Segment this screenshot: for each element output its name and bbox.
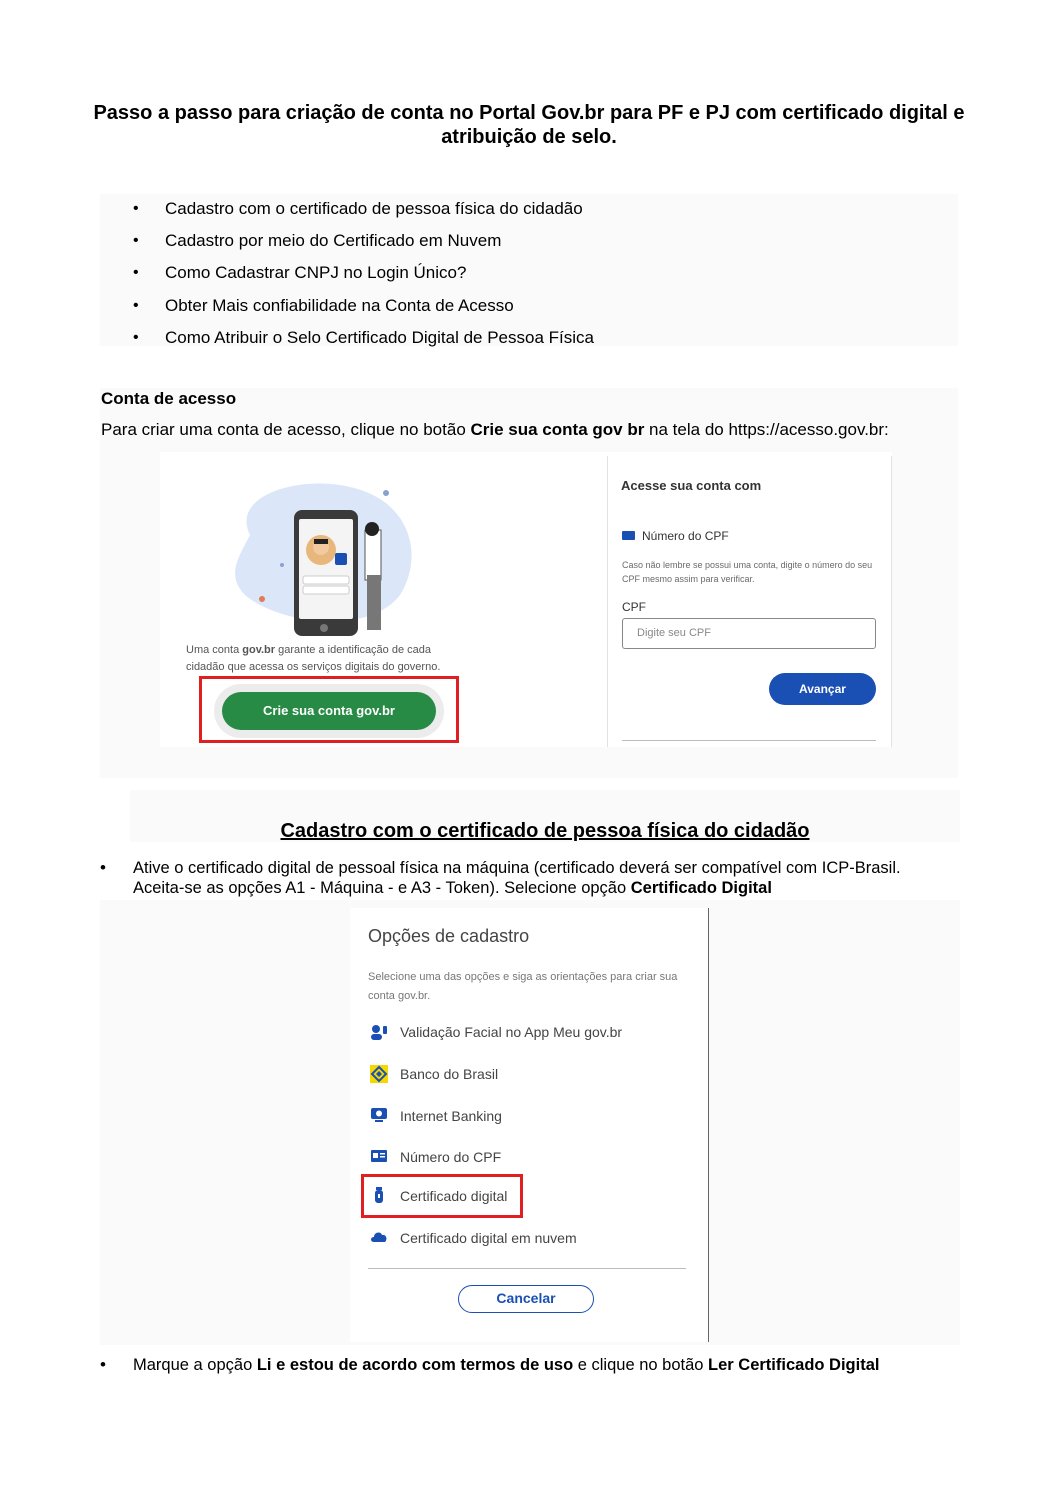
next-button[interactable]: Avançar: [769, 673, 876, 705]
bullet1-line1: Ative o certificado digital de pessoal física na máquina (certificado deverá ser compatível com ICP-Brasil.: [133, 859, 901, 877]
document-title: Passo a passo para criação de conta no Portal Gov.br para PF e PJ com certificado digital e atribuição de selo.: [93, 102, 965, 148]
options-title: Opções de cadastro: [368, 926, 530, 946]
login-caption: Uma conta gov.br garante a identificação de cada cidadão que acessa os serviços digitais do governo.: [186, 644, 441, 673]
create-account-button[interactable]: Crie sua conta gov.br: [222, 692, 436, 730]
bullet-marker: •: [100, 858, 106, 877]
id-card-icon: [622, 531, 635, 540]
option-numero-cpf[interactable]: Número do CPF: [370, 1148, 388, 1169]
option-certificado-digital[interactable]: Certificado digital: [370, 1187, 388, 1208]
section-heading-conta-acesso: Conta de acesso: [101, 389, 237, 408]
bullet2-text: Marque a opção Li e estou de acordo com termos de uso e clique no botão Ler Certificado Digital: [133, 1356, 880, 1374]
id-card-icon: [370, 1148, 388, 1164]
cloud-icon: [370, 1229, 388, 1245]
cpf-help-text: Caso não lembre se possui uma conta, digite o número do seu CPF mesmo assim para verificar.: [622, 560, 873, 584]
bullet-marker: •: [100, 1355, 106, 1374]
section-intro: Para criar uma conta de acesso, clique no botão Crie sua conta gov br na tela do https://acesso.gov.br:: [101, 420, 889, 439]
option-facial[interactable]: Validação Facial no App Meu gov.br: [370, 1024, 388, 1045]
highlight-certificado-digital: [361, 1174, 523, 1218]
cpf-label: CPF: [622, 600, 646, 614]
cancel-button[interactable]: Cancelar: [458, 1285, 594, 1313]
illustration-phone-user: [220, 475, 430, 640]
bullet1-line2: Aceita-se as opções A1 - Máquina - e A3 - Token). Selecione opção Certificado Digital: [133, 879, 772, 897]
cpf-input[interactable]: Digite seu CPF: [622, 618, 876, 649]
highlight-create-account: [199, 676, 459, 743]
login-panel-title: Acesse sua conta com: [621, 478, 762, 493]
face-id-icon: [370, 1024, 388, 1040]
section-heading-certificado: Cadastro com o certificado de pessoa física do cidadão: [280, 820, 810, 842]
option-banco-brasil[interactable]: Banco do Brasil: [370, 1065, 388, 1088]
options-divider: [368, 1268, 686, 1269]
cpf-option-label[interactable]: Número do CPF: [642, 529, 729, 543]
divider: [622, 740, 876, 741]
toc-list: • Cadastro com o certificado de pessoa física do cidadão • Cadastro por meio do Certificado em Nuvem • Como Cadastrar CNPJ no Login Único? • Obter Mais confiabilidade na Conta de Acesso • Como Atribuir o Selo Certificado Digital de Pessoa Física: [100, 194, 958, 346]
internet-banking-icon: [370, 1107, 388, 1123]
banco-do-brasil-icon: [370, 1065, 388, 1083]
option-certificado-nuvem[interactable]: Certificado digital em nuvem: [370, 1229, 388, 1250]
options-subtitle: Selecione uma das opções e siga as orientações para criar sua conta gov.br.: [368, 971, 678, 1002]
option-internet-banking[interactable]: Internet Banking: [370, 1107, 388, 1128]
